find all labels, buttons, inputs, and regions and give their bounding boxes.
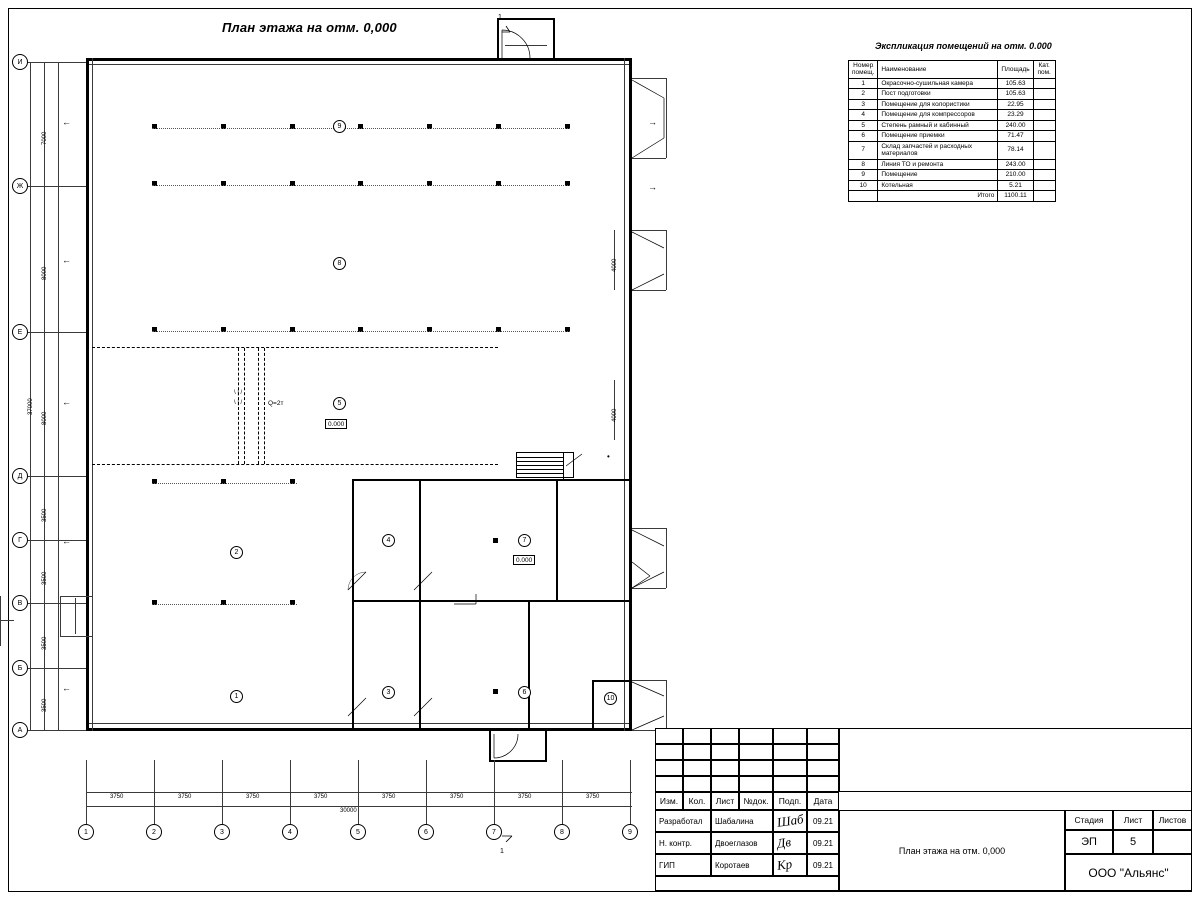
dim-vertical-total: 37000 bbox=[28, 398, 34, 415]
rev-cell bbox=[655, 744, 683, 760]
dim-horizontal-8: 3750 bbox=[586, 794, 600, 800]
table-row bbox=[849, 170, 1056, 180]
dim-horizontal-2: 3750 bbox=[178, 794, 192, 800]
axis-bubble-7: 7 bbox=[486, 824, 502, 840]
arrow-left-4: ← bbox=[62, 536, 71, 546]
table-row bbox=[849, 99, 1056, 109]
sheets-label: Листов bbox=[1153, 810, 1192, 830]
boiler-wall-top bbox=[592, 680, 630, 682]
rev-cell bbox=[773, 776, 807, 792]
signature-3: Кр bbox=[775, 856, 794, 873]
cell-kat bbox=[1033, 180, 1055, 190]
room-number-3: 3 bbox=[382, 686, 395, 699]
dim-horizontal-1: 3750 bbox=[110, 794, 124, 800]
cell-kat bbox=[1033, 89, 1055, 99]
cell-kat bbox=[1033, 170, 1055, 180]
room-number-5: 5 bbox=[333, 397, 346, 410]
room-number-8: 8 bbox=[333, 257, 346, 270]
section-arrow-top bbox=[500, 22, 514, 36]
rev-cell bbox=[711, 728, 739, 744]
table-row bbox=[849, 141, 1056, 159]
rev-cell bbox=[739, 776, 773, 792]
rev-cell bbox=[807, 760, 839, 776]
cell-area: 243.00 bbox=[998, 159, 1033, 169]
col-header-number: Номер помещ. bbox=[849, 61, 878, 79]
partition-wall-middle-h bbox=[352, 600, 630, 602]
arrow-right-2: → bbox=[648, 182, 657, 192]
role-label-3: ГИП bbox=[655, 854, 711, 876]
col-header-kol: Кол. bbox=[683, 792, 711, 810]
door-swing-bottom bbox=[492, 732, 548, 762]
stair-marker: • bbox=[607, 452, 610, 461]
axis-bubble-3: 3 bbox=[214, 824, 230, 840]
dim-vertical-1: 7000 bbox=[42, 131, 48, 145]
door-swing-interior-2 bbox=[412, 568, 434, 592]
section-mark-top: 1 bbox=[498, 14, 502, 21]
partition-wall-top bbox=[352, 479, 630, 481]
sheet-border-bottom bbox=[8, 891, 1192, 892]
rev-cell bbox=[655, 728, 683, 744]
dim-vertical-5: 3500 bbox=[42, 571, 48, 585]
stage-value: ЭП bbox=[1065, 830, 1113, 854]
gate-swing-right-4 bbox=[628, 680, 668, 732]
room-number-9: 9 bbox=[333, 120, 346, 133]
arrow-left-1: ← bbox=[62, 117, 71, 127]
explication-table bbox=[848, 60, 1056, 202]
gate-swing-right-2 bbox=[628, 230, 668, 292]
table-total-row bbox=[849, 191, 1056, 201]
cell-name: Помещение bbox=[878, 170, 998, 180]
cell-number: 3 bbox=[849, 99, 878, 109]
role-row-blank bbox=[655, 876, 839, 891]
table-row bbox=[849, 131, 1056, 141]
cell-kat bbox=[1033, 99, 1055, 109]
room-number-6: 6 bbox=[518, 686, 531, 699]
plan-title: План этажа на отм. 0,000 bbox=[222, 20, 397, 35]
role-date-1: 09.21 bbox=[807, 810, 839, 832]
boiler-wall-left bbox=[592, 680, 594, 731]
col-header-data: Дата bbox=[807, 792, 839, 810]
rev-cell bbox=[711, 776, 739, 792]
cell-number: 1 bbox=[849, 78, 878, 88]
table-row bbox=[849, 159, 1056, 169]
cell-kat bbox=[1033, 131, 1055, 141]
dim-vertical-4: 3500 bbox=[42, 508, 48, 522]
cell-kat bbox=[1033, 159, 1055, 169]
rev-cell bbox=[683, 744, 711, 760]
cell-area: 78.14 bbox=[998, 141, 1033, 159]
rev-cell bbox=[739, 760, 773, 776]
dim-vertical-3: 8000 bbox=[42, 411, 48, 425]
role-label-2: Н. контр. bbox=[655, 832, 711, 854]
cell-area: 105.63 bbox=[998, 89, 1033, 99]
crane-capacity-label: Q=2т bbox=[268, 400, 284, 407]
role-name-3: Коротаев bbox=[711, 854, 773, 876]
dim-vertical-6: 3500 bbox=[42, 636, 48, 650]
cell-empty bbox=[849, 191, 878, 201]
cell-name: Линия ТО и ремонта bbox=[878, 159, 998, 169]
cell-name: Пост подготовки bbox=[878, 89, 998, 99]
cell-name: Степень рамный и кабинный bbox=[878, 120, 998, 130]
axis-bubble-g: Г bbox=[12, 532, 28, 548]
axis-bubble-a: А bbox=[12, 722, 28, 738]
role-sign-1 bbox=[773, 810, 807, 832]
arrow-right-1: → bbox=[648, 117, 657, 127]
role-name-2: Двоеглазов bbox=[711, 832, 773, 854]
col-header-list: Лист bbox=[711, 792, 739, 810]
arrow-left-5: ← bbox=[62, 683, 71, 693]
rev-cell bbox=[683, 728, 711, 744]
table-row bbox=[849, 78, 1056, 88]
dim-horizontal-7: 3750 bbox=[518, 794, 532, 800]
rev-cell bbox=[683, 760, 711, 776]
section-mark-bottom: 1 bbox=[500, 848, 504, 855]
sheet-label: Лист bbox=[1113, 810, 1153, 830]
rev-cell bbox=[711, 760, 739, 776]
crane-runway-upper bbox=[92, 347, 498, 348]
cell-number: 6 bbox=[849, 131, 878, 141]
table-header-row bbox=[849, 61, 1056, 79]
col-header-area: Площадь bbox=[998, 61, 1033, 79]
col-header-podp: Подп. bbox=[773, 792, 807, 810]
rev-cell bbox=[773, 728, 807, 744]
cell-name: Помещение приемки bbox=[878, 131, 998, 141]
cell-total-label: Итого bbox=[878, 191, 998, 201]
rev-cell bbox=[807, 744, 839, 760]
cell-kat bbox=[1033, 78, 1055, 88]
cell-name: Котельная bbox=[878, 180, 998, 190]
floor-plan: И Ж Е Д Г В Б А 7000 8000 8000 3500 3500 3500 3500 37000 4000 4000 ← ← ← ← ← → → \ | / \ | / Q=2т • 9 8 5 2 4 7 1 3 6 10 0.000 0.000 3750 3750 3750 3750 3750 3750 3750 3750 30000 1 2 3 4 5 6 7 8 9 1 1 bbox=[0, 0, 700, 850]
signature-2: Дв bbox=[775, 834, 792, 851]
door-swing-interior-4 bbox=[412, 694, 434, 718]
rev-cell bbox=[773, 744, 807, 760]
room-number-1: 1 bbox=[230, 690, 243, 703]
role-sign-2 bbox=[773, 832, 807, 854]
cell-name: Склад запчастей и расходных материалов bbox=[878, 141, 998, 159]
axis-bubble-6: 6 bbox=[418, 824, 434, 840]
axis-bubble-8: 8 bbox=[554, 824, 570, 840]
cell-area: 105.63 bbox=[998, 78, 1033, 88]
sheet-value: 5 bbox=[1113, 830, 1153, 854]
rev-cell bbox=[807, 728, 839, 744]
rev-cell bbox=[773, 760, 807, 776]
role-date-3: 09.21 bbox=[807, 854, 839, 876]
axis-bubble-1: 1 bbox=[78, 824, 94, 840]
cell-number: 4 bbox=[849, 110, 878, 120]
cell-name: Окрасочно-сушильная камера bbox=[878, 78, 998, 88]
cell-area: 210.00 bbox=[998, 170, 1033, 180]
dim-vertical-7: 3500 bbox=[42, 698, 48, 712]
stamp-top-blank bbox=[839, 728, 1192, 792]
cell-number: 2 bbox=[849, 89, 878, 99]
cell-number: 7 bbox=[849, 141, 878, 159]
axis-bubble-9: 9 bbox=[622, 824, 638, 840]
drawing-name: План этажа на отм. 0,000 bbox=[839, 810, 1065, 891]
axis-bubble-i: И bbox=[12, 54, 28, 70]
col-header-izm: Изм. bbox=[655, 792, 683, 810]
exterior-wall-left bbox=[86, 58, 89, 731]
cell-kat bbox=[1033, 141, 1055, 159]
dim-horizontal-5: 3750 bbox=[382, 794, 396, 800]
dim-horizontal-total: 30000 bbox=[340, 808, 357, 814]
crane-runway-lower bbox=[92, 464, 498, 465]
cell-number: 10 bbox=[849, 180, 878, 190]
col-header-name: Наименование bbox=[878, 61, 998, 79]
cell-area: 240.00 bbox=[998, 120, 1033, 130]
cell-name: Помещение для компрессоров bbox=[878, 110, 998, 120]
door-swing-interior-5 bbox=[452, 592, 478, 608]
room-number-10: 10 bbox=[604, 692, 617, 705]
elevation-mark-2: 0.000 bbox=[513, 555, 535, 565]
axis-bubble-2: 2 bbox=[146, 824, 162, 840]
dim-right-1: 4000 bbox=[612, 258, 618, 272]
rev-cell bbox=[655, 760, 683, 776]
rev-cell bbox=[655, 776, 683, 792]
cell-area: 71.47 bbox=[998, 131, 1033, 141]
arrow-left-2: ← bbox=[62, 255, 71, 265]
title-block bbox=[655, 728, 1192, 891]
col-header-ndok: №док. bbox=[739, 792, 773, 810]
axis-bubble-b: Б bbox=[12, 660, 28, 676]
partition-wall-right-lower bbox=[528, 602, 530, 731]
axis-bubble-e: Е bbox=[12, 324, 28, 340]
dim-vertical-2: 8000 bbox=[42, 266, 48, 280]
arrow-left-3: ← bbox=[62, 397, 71, 407]
table-row bbox=[849, 110, 1056, 120]
axis-bubble-4: 4 bbox=[282, 824, 298, 840]
cell-number: 9 bbox=[849, 170, 878, 180]
role-label-1: Разработал bbox=[655, 810, 711, 832]
organization-name: ООО "Альянс" bbox=[1065, 854, 1192, 891]
door-swing-interior-1 bbox=[346, 568, 368, 592]
dim-horizontal-4: 3750 bbox=[314, 794, 328, 800]
door-swing-interior-3 bbox=[346, 694, 368, 718]
cell-kat bbox=[1033, 120, 1055, 130]
cell-area: 23.29 bbox=[998, 110, 1033, 120]
role-date-2: 09.21 bbox=[807, 832, 839, 854]
door-swing-interior-6 bbox=[630, 560, 654, 590]
rev-cell bbox=[739, 744, 773, 760]
table-row bbox=[849, 120, 1056, 130]
dim-horizontal-3: 3750 bbox=[246, 794, 260, 800]
room-number-2: 2 bbox=[230, 546, 243, 559]
table-row bbox=[849, 89, 1056, 99]
cell-total-area: 1100.11 bbox=[998, 191, 1033, 201]
dim-horizontal-6: 3750 bbox=[450, 794, 464, 800]
role-sign-3 bbox=[773, 854, 807, 876]
rev-cell bbox=[711, 744, 739, 760]
stage-label: Стадия bbox=[1065, 810, 1113, 830]
room-number-4: 4 bbox=[382, 534, 395, 547]
elevation-mark-1: 0.000 bbox=[325, 419, 347, 429]
cell-name: Помещение для колористики bbox=[878, 99, 998, 109]
room-number-7: 7 bbox=[518, 534, 531, 547]
cell-number: 5 bbox=[849, 120, 878, 130]
cell-area: 5.21 bbox=[998, 180, 1033, 190]
explication-title: Экспликация помещений на отм. 0.000 bbox=[875, 41, 1052, 51]
role-name-1: Шабалина bbox=[711, 810, 773, 832]
column bbox=[493, 538, 498, 543]
section-arrow-bottom bbox=[500, 832, 518, 848]
col-header-kat: Кат. пом. bbox=[1033, 61, 1055, 79]
dim-right-2: 4000 bbox=[612, 408, 618, 422]
partition-wall-right-upper bbox=[556, 479, 558, 601]
rev-cell bbox=[807, 776, 839, 792]
cell-area: 22.95 bbox=[998, 99, 1033, 109]
table-row bbox=[849, 180, 1056, 190]
stair-arrow bbox=[566, 452, 586, 470]
cell-empty bbox=[1033, 191, 1055, 201]
cell-number: 8 bbox=[849, 159, 878, 169]
rev-cell bbox=[739, 728, 773, 744]
column bbox=[493, 689, 498, 694]
signature-1: Шаб bbox=[776, 811, 805, 830]
cell-kat bbox=[1033, 110, 1055, 120]
axis-bubble-d: Д bbox=[12, 468, 28, 484]
axis-bubble-v: В bbox=[12, 595, 28, 611]
exterior-wall-bottom bbox=[86, 728, 632, 731]
sheets-value bbox=[1153, 830, 1192, 854]
axis-bubble-5: 5 bbox=[350, 824, 366, 840]
rev-cell bbox=[683, 776, 711, 792]
axis-bubble-zh: Ж bbox=[12, 178, 28, 194]
